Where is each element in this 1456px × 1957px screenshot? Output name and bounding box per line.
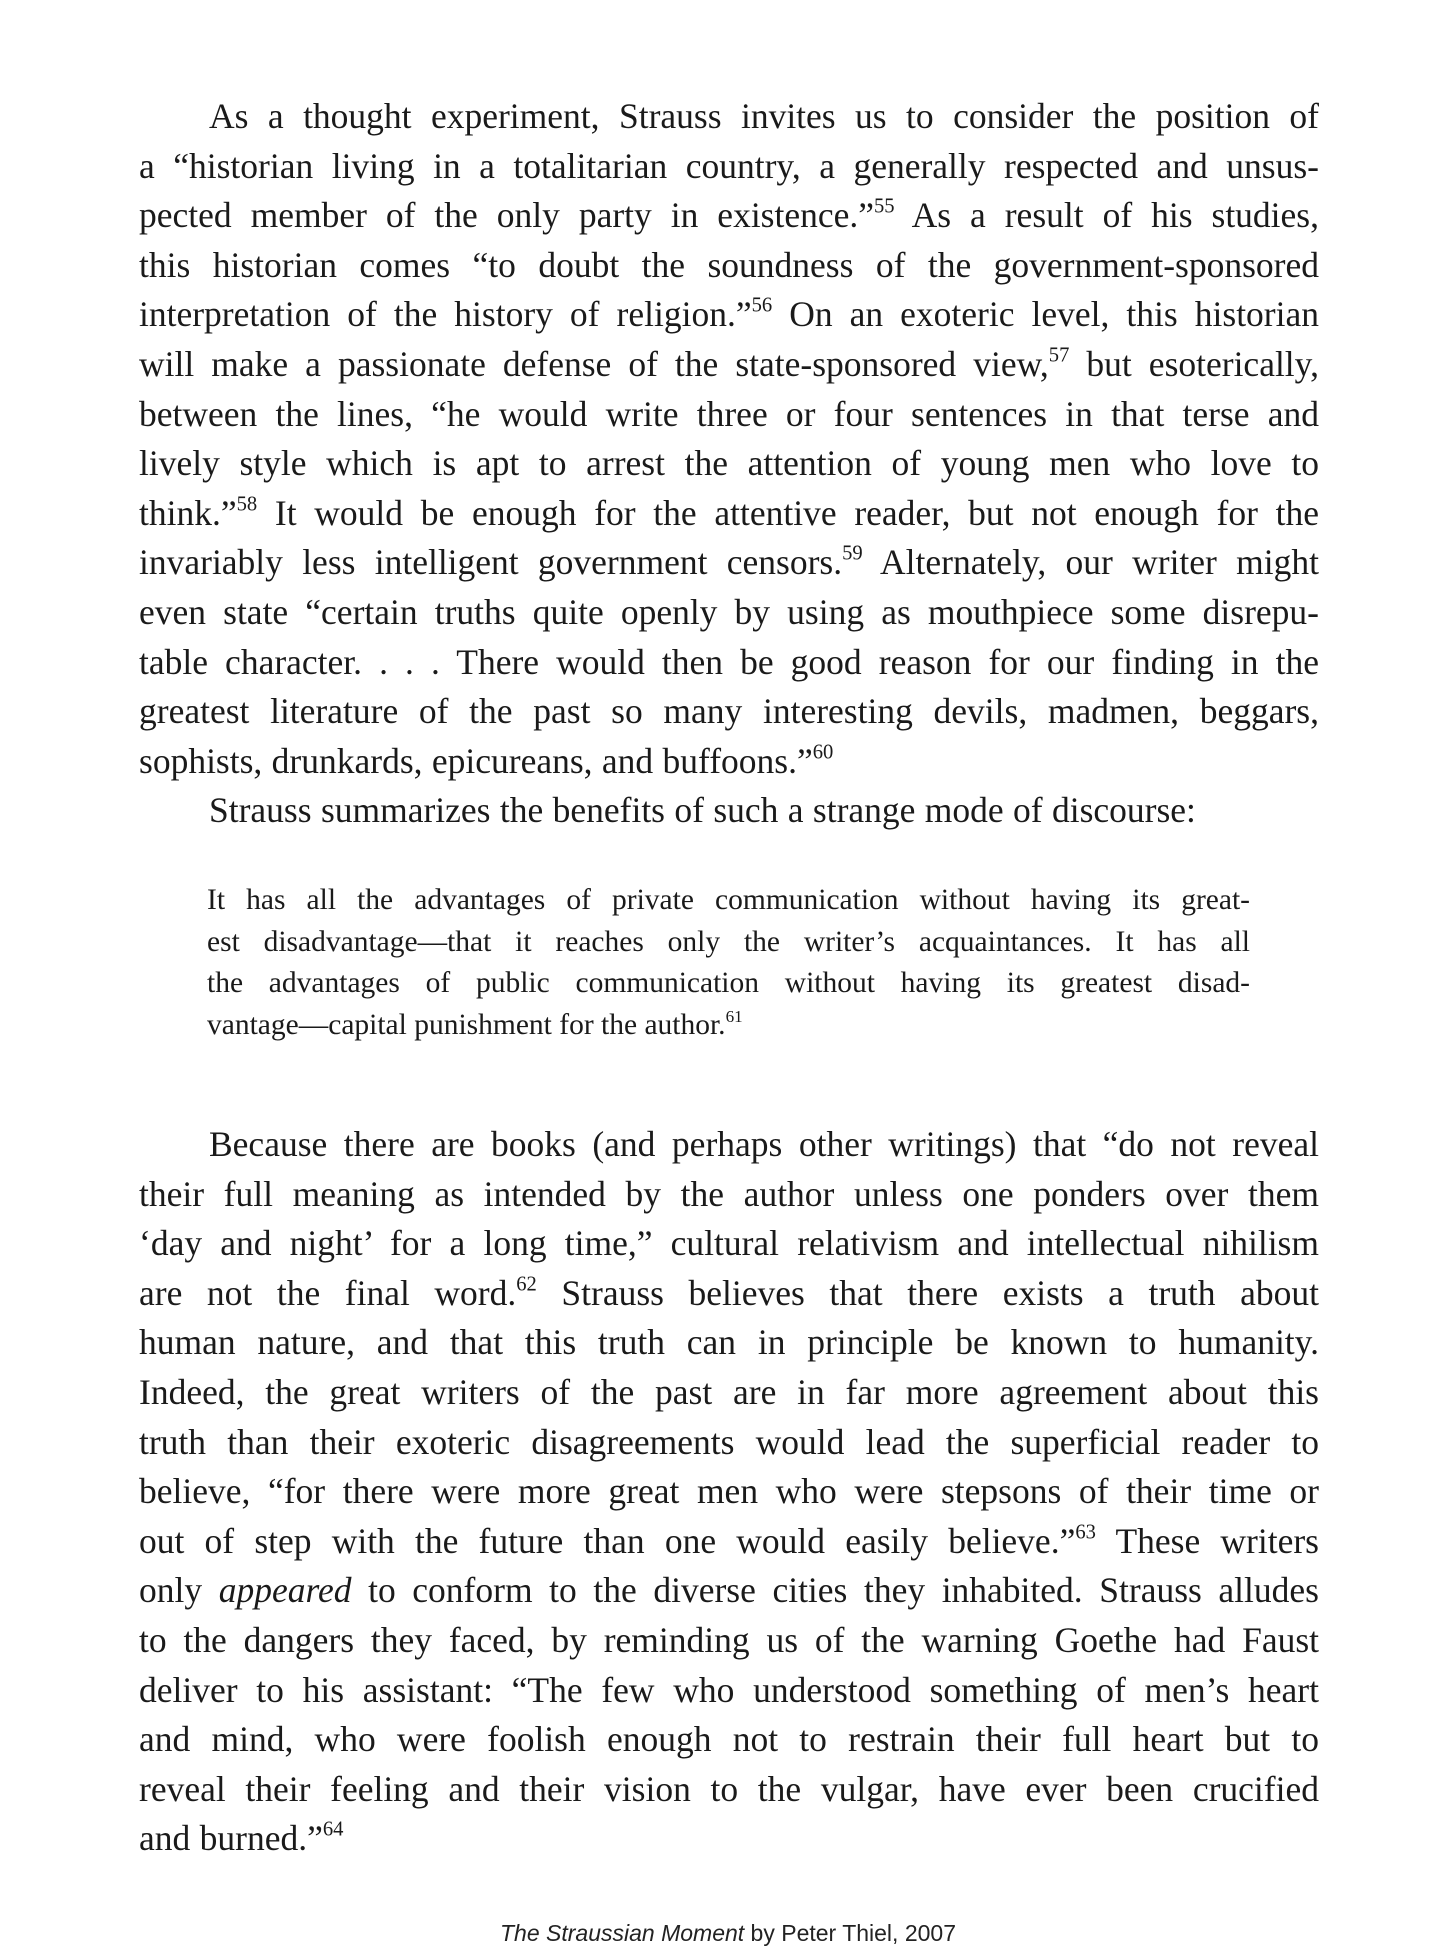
line-text: ‘day and night’ for a long time,” cultural relativism and intellectual nihilism [139,1223,1319,1264]
footnote-marker: 57 [1048,344,1070,367]
text-line [139,340,1319,390]
page-caption [0,1920,1456,1947]
text-line [139,241,1319,291]
text-line [139,142,1319,192]
line-text: As a thought experiment, Strauss invites us to consider the position of [209,96,1319,136]
line-text: human nature, and that this truth can in principle be known to humanity. [139,1322,1319,1363]
line-text: to the dangers they faced, by reminding us of the warning Goethe had Faust [139,1619,1319,1660]
text-line [139,1120,1319,1170]
line-text: Indeed, the great writers of the past are in far more agreement about this [139,1371,1319,1412]
text-line [139,390,1319,440]
text-line [139,1814,1319,1864]
line-text: It has all the advantages of private communication without having its great- [207,884,1250,916]
line-text: a “historian living in a totalitarian country, a generally respected and unsus- [139,145,1319,186]
footnote-marker: 62 [516,1273,537,1296]
text-line [139,1517,1319,1567]
text-line [139,1170,1319,1220]
line-text: sophists, drunkards, epicureans, and buffoons.” [139,740,813,781]
line-text: this historian comes “to doubt the soundness of the government-sponsored [139,244,1319,285]
line-text: are not the final word. [139,1272,517,1313]
line-text: and burned.” [139,1818,323,1859]
line-text: deliver to his assistant: “The few who understood something of men’s heart [139,1669,1319,1710]
line-text: table character. . . . There would then be good reason for our finding in the [139,641,1319,682]
emphasis: appeared [218,1570,352,1611]
text-line [139,1765,1319,1815]
summary-intro-line: Strauss summarizes the benefits of such a strange mode of discourse: [209,790,1196,830]
line-text: interpretation of the history of religion.” [139,294,752,335]
line-text: reveal their feeling and their vision to the vulgar, have ever been crucified [139,1768,1319,1809]
text-line [139,489,1319,539]
text-line [139,1368,1319,1418]
line-text: greatest literature of the past so many interesting devils, madmen, beggars, [139,691,1319,732]
text-line [139,1219,1319,1269]
line-text: and mind, who were foolish enough not to restrain their full heart but to [139,1719,1319,1760]
text-line [139,638,1319,688]
text-line [139,439,1319,489]
text-line [139,737,1319,787]
text-line [139,1666,1319,1716]
line-text: think.” [139,492,237,533]
footnote-marker: 59 [842,542,863,565]
line-text: to conform to the diverse cities they inhabited. Strauss alludes [351,1570,1319,1611]
line-text: pected member of the only party in existence.” [139,195,875,236]
line-text: vantage—capital punishment for the author. [207,1008,726,1041]
line-text: As a result of his studies, [894,195,1319,236]
line-text: Alternately, our writer might [862,542,1319,583]
line-text: truth than their exoteric disagreements would lead the superficial reader to [139,1421,1319,1462]
caption-book-title: The Straussian Moment [500,1920,745,1946]
text-line [207,963,1250,1005]
line-text: est disadvantage—that it reaches only the writer’s acquaintances. It has all [207,925,1250,958]
line-text: On an exoteric level, this historian [772,294,1319,335]
line-text: between the lines, “he would write three or four sentences in that terse and [139,393,1319,434]
line-text: out of step with the future than one would easily believe.” [139,1520,1076,1561]
footnote-marker: 56 [751,294,773,317]
line-text: Strauss believes that there exists a truth about [536,1272,1319,1313]
text-line [139,1418,1319,1468]
line-text: will make a passionate defense of the state-sponsored view, [139,343,1049,384]
line-text: their full meaning as intended by the author unless one ponders over them [139,1173,1319,1214]
line-text: Because there are books (and perhaps other writings) that “do not reveal [209,1124,1319,1164]
footnote-marker: 64 [322,1818,344,1841]
text-line [139,1715,1319,1765]
line-text: It would be enough for the attentive reader, but not enough for the [257,492,1319,533]
footnote-marker: 63 [1075,1521,1096,1544]
text-line [139,588,1319,638]
line-text: only [139,1570,219,1611]
text-line [139,1566,1319,1616]
paragraph-summary-intro [139,786,1319,836]
line-text: even state “certain truths quite openly by using as mouthpiece some disrepu- [139,591,1319,632]
footnote-marker: 55 [874,195,895,218]
text-line [139,538,1319,588]
footnote-marker: 60 [812,741,834,764]
footnote-marker: 58 [236,493,258,516]
text-line [139,1269,1319,1319]
text-line [139,290,1319,340]
footnote-marker: 61 [725,1006,743,1026]
text-line [139,1616,1319,1666]
line-text: believe, “for there were more great men who were stepsons of their time or [139,1471,1319,1512]
blockquote [207,880,1250,1046]
text-line [207,880,1250,922]
caption-author: by Peter Thiel, 2007 [744,1920,956,1946]
text-line [207,922,1250,964]
text-line [207,1005,1250,1047]
text-line [139,1467,1319,1517]
line-text: but esoterically, [1069,343,1319,384]
text-line [139,687,1319,737]
text-line [139,191,1319,241]
paragraph-thought-experiment [139,92,1319,786]
line-text: invariably less intelligent government censors. [139,542,843,583]
line-text: lively style which is apt to arrest the attention of young men who love to [139,443,1319,484]
line-text: the advantages of public communication without having its greatest disad- [207,967,1250,999]
paragraph-books-meaning [139,1120,1319,1864]
text-line [139,92,1319,142]
text-line [139,1318,1319,1368]
line-text: These writers [1095,1520,1319,1561]
